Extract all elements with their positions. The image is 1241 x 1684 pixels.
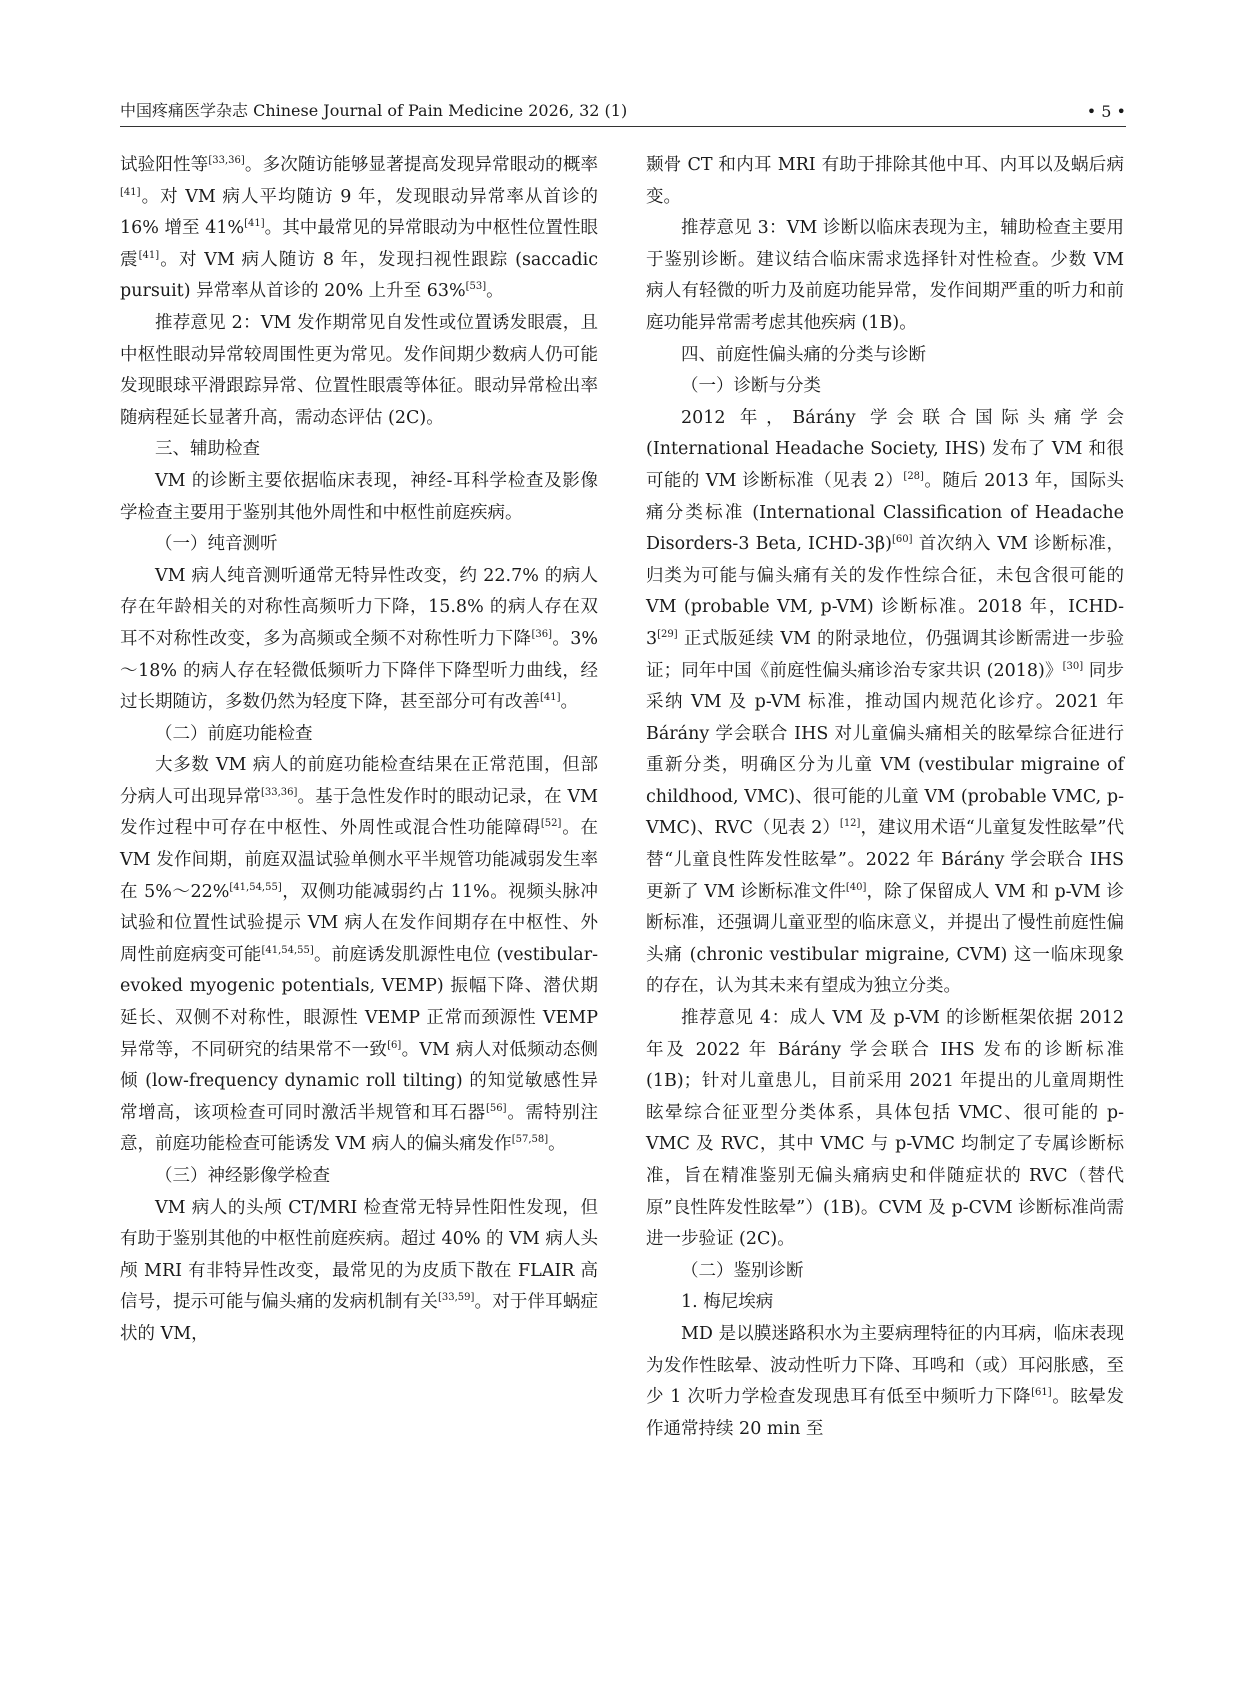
- paragraph: 颞骨 CT 和内耳 MRI 有助于排除其他中耳、内耳以及蜗后病变。: [646, 155, 1124, 207]
- section-heading-classification: 四、前庭性偏头痛的分类与诊断: [681, 344, 926, 365]
- citation: [33,36]: [208, 155, 245, 167]
- citation: [6]: [387, 1039, 402, 1051]
- citation: [33,59]: [437, 1292, 475, 1304]
- citation: [36]: [531, 629, 552, 641]
- left-column: [120, 150, 598, 1351]
- page-number: • 5 •: [1086, 102, 1126, 121]
- paragraph: 试验阳性等[33,36]。多次随访能够显著提高发现异常眼动的概率[41]。对 VM 病人平均随访 9 年，发现眼动异常率从首诊的 16% 增至 41%[41]。其中最常见的异常眼动为中枢性位置性眼震[41]。对 VM 病人随访 8 年，发现扫视性跟踪 (saccadic pursuit) 异常率从首诊的 20% 上升至 63%[53]。: [120, 155, 599, 302]
- recommendation-3: 推荐意见 3：VM 诊断以临床表现为主，辅助检查主要用于鉴别诊断。建议结合临床需求选择针对性检查。少数 VM 病人有轻微的听力及前庭功能异常，发作间期严重的听力和前庭功能异常需考虑其他疾病 (1B)。: [646, 218, 1124, 333]
- subheading-neuroimaging: （三）神经影像学检查: [155, 1166, 330, 1186]
- journal-title: 中国疼痛医学杂志 Chinese Journal of Pain Medicine 2026, 32 (1): [120, 101, 628, 120]
- section-heading-auxiliary-exam: 三、辅助检查: [155, 439, 260, 460]
- recommendation-4: 推荐意见 4：成人 VM 及 p-VM 的诊断框架依据 2012 年及 2022 年 Bárány 学会联合 IHS 发布的诊断标准 (1B)；针对儿童患儿，目前采用 2021 年提出的儿童周期性眩晕综合征亚型分类体系，具体包括 VMC、很可能的 p-VMC 及 RVC，其中 VMC 与 p-VMC 均制定了专属诊断标准，旨在精准鉴别无偏头痛病史和伴随症状的 RVC（替代原”良性阵发性眩晕”）(1B)。CVM 及 p-CVM 诊断标准尚需进一步验证 (2C)。: [646, 1008, 1124, 1250]
- right-column: [646, 150, 1124, 1445]
- running-header: [120, 100, 1126, 127]
- citation: [30]: [1062, 660, 1084, 672]
- citation: [41]: [120, 186, 141, 198]
- citation: [41,54,55]: [261, 945, 314, 957]
- paragraph: 大多数 VM 病人的前庭功能检查结果在正常范围，但部分病人可出现异常[33,36]。基于急性发作时的眼动记录，在 VM 发作过程中可存在中枢性、外周性或混合性功能障碍[52]。在 VM 发作间期，前庭双温试验单侧水平半规管功能减弱发生率在 5%～22%[41,54,55]，双侧功能减弱约占 11%。视频头脉冲试验和位置性试验提示 VM 病人在发作间期存在中枢性、外周性前庭病变可能[41,54,55]。前庭诱发肌源性电位 (vestibular-evoked myogenic potentials, VEMP) 振幅下降、潜伏期延长、双侧不对称性，眼源性 VEMP 正常而颈源性 VEMP 异常等，不同研究的结果常不一致[6]。VM 病人对低频动态侧倾 (low-frequency dynamic roll tilting) 的知觉敏感性异常增高，该项检查可同时激活半规管和耳石器[56]。需特别注意，前庭功能检查可能诱发 VM 病人的偏头痛发作[57,58]。: [120, 755, 599, 1155]
- citation: [61]: [1031, 1387, 1052, 1399]
- subheading-pure-tone-audiometry: （一）纯音测听: [155, 534, 278, 555]
- citation: [57,58]: [511, 1134, 549, 1146]
- citation: [29]: [657, 629, 678, 641]
- citation: [12]: [839, 818, 861, 830]
- paragraph: VM 病人的头颅 CT/MRI 检查常无特异性阳性发现，但有助于鉴别其他的中枢性前庭疾病。超过 40% 的 VM 病人头颅 MRI 有非特异性改变，最常见的为皮质下散在 FLAIR 高信号，提示可能与偏头痛的发病机制有关[33,59]。对于伴耳蜗症状的 VM，: [120, 1197, 599, 1344]
- citation: [28]: [903, 471, 924, 483]
- citation: [41]: [244, 218, 265, 230]
- citation: [33,36]: [260, 787, 298, 799]
- paragraph: MD 是以膜迷路积水为主要病理特征的内耳病，临床表现为发作性眩晕、波动性听力下降、耳鸣和（或）耳闷胀感，至少 1 次听力学检查发现患耳有低至中频听力下降[61]。眩晕发作通常持续 20 min 至: [646, 1323, 1124, 1439]
- citation: [41]: [138, 249, 160, 261]
- paragraph: VM 病人纯音测听通常无特异性改变，约 22.7% 的病人存在年龄相关的对称性高频听力下降，15.8% 的病人存在双耳不对称性改变，多为高频或全频不对称性听力下降[36]。3%～18% 的病人存在轻微低频听力下降伴下降型听力曲线，经过长期随访，多数仍然为轻度下降，甚至部分可有改善[41]。: [120, 565, 599, 713]
- citation: [52]: [540, 818, 562, 830]
- recommendation-2: 推荐意见 2：VM 发作期常见自发性或位置诱发眼震，且中枢性眼动异常较周围性更为常见。发作间期少数病人仍可能发现眼球平滑跟踪异常、位置性眼震等体征。眼动异常检出率随病程延长显著升高，需动态评估 (2C)。: [120, 312, 598, 428]
- subheading-vestibular-function: （二）前庭功能检查: [155, 723, 313, 744]
- subheading-diagnosis-classification: （一）诊断与分类: [681, 376, 821, 397]
- citation: [60]: [891, 534, 913, 546]
- citation: [53]: [465, 281, 487, 293]
- subheading-differential-diagnosis: （二）鉴别诊断: [681, 1260, 804, 1281]
- subheading-menieres-disease: 1. 梅尼埃病: [681, 1292, 774, 1313]
- citation: [41,54,55]: [229, 881, 282, 893]
- paragraph: VM 的诊断主要依据临床表现，神经-耳科学检查及影像学检查主要用于鉴别其他外周性和中枢性前庭疾病。: [120, 470, 598, 523]
- paragraph: 2012 年，Bárány 学会联合国际头痛学会 (International Headache Society, IHS) 发布了 VM 和很可能的 VM 诊断标准（见表 2）[28]。随后 2013 年，国际头痛分类标准 (International Classification of Headache Disorders-3 Beta, ICHD-3β)[60] 首次纳入 VM 诊断标准，归类为可能与偏头痛有关的发作性综合征，未包含很可能的 VM (probable VM, p-VM) 诊断标准。2018 年，ICHD-3[29] 正式版延续 VM 的附录地位，仍强调其诊断需进一步验证；同年中国《前庭性偏头痛诊治专家共识 (2018)》[30] 同步采纳 VM 及 p-VM 标准，推动国内规范化诊疗。2021 年 Bárány 学会联合 IHS 对儿童偏头痛相关的眩晕综合征进行重新分类，明确区分为儿童 VM (vestibular migraine of childhood, VMC)、很可能的儿童 VM (probable VMC, p-VMC)、RVC（见表 2）[12]，建议用术语“儿童复发性眩晕”代替“儿童良性阵发性眩晕”。2022 年 Bárány 学会联合 IHS 更新了 VM 诊断标准文件[40]，除了保留成人 VM 和 p-VM 诊断标准，还强调儿童亚型的临床意义，并提出了慢性前庭性偏头痛 (chronic vestibular migraine, CVM) 这一临床现象的存在，认为其未来有望成为独立分类。: [646, 407, 1125, 997]
- citation: [41]: [540, 692, 561, 704]
- citation: [56]: [485, 1102, 507, 1114]
- citation: [40]: [845, 881, 867, 893]
